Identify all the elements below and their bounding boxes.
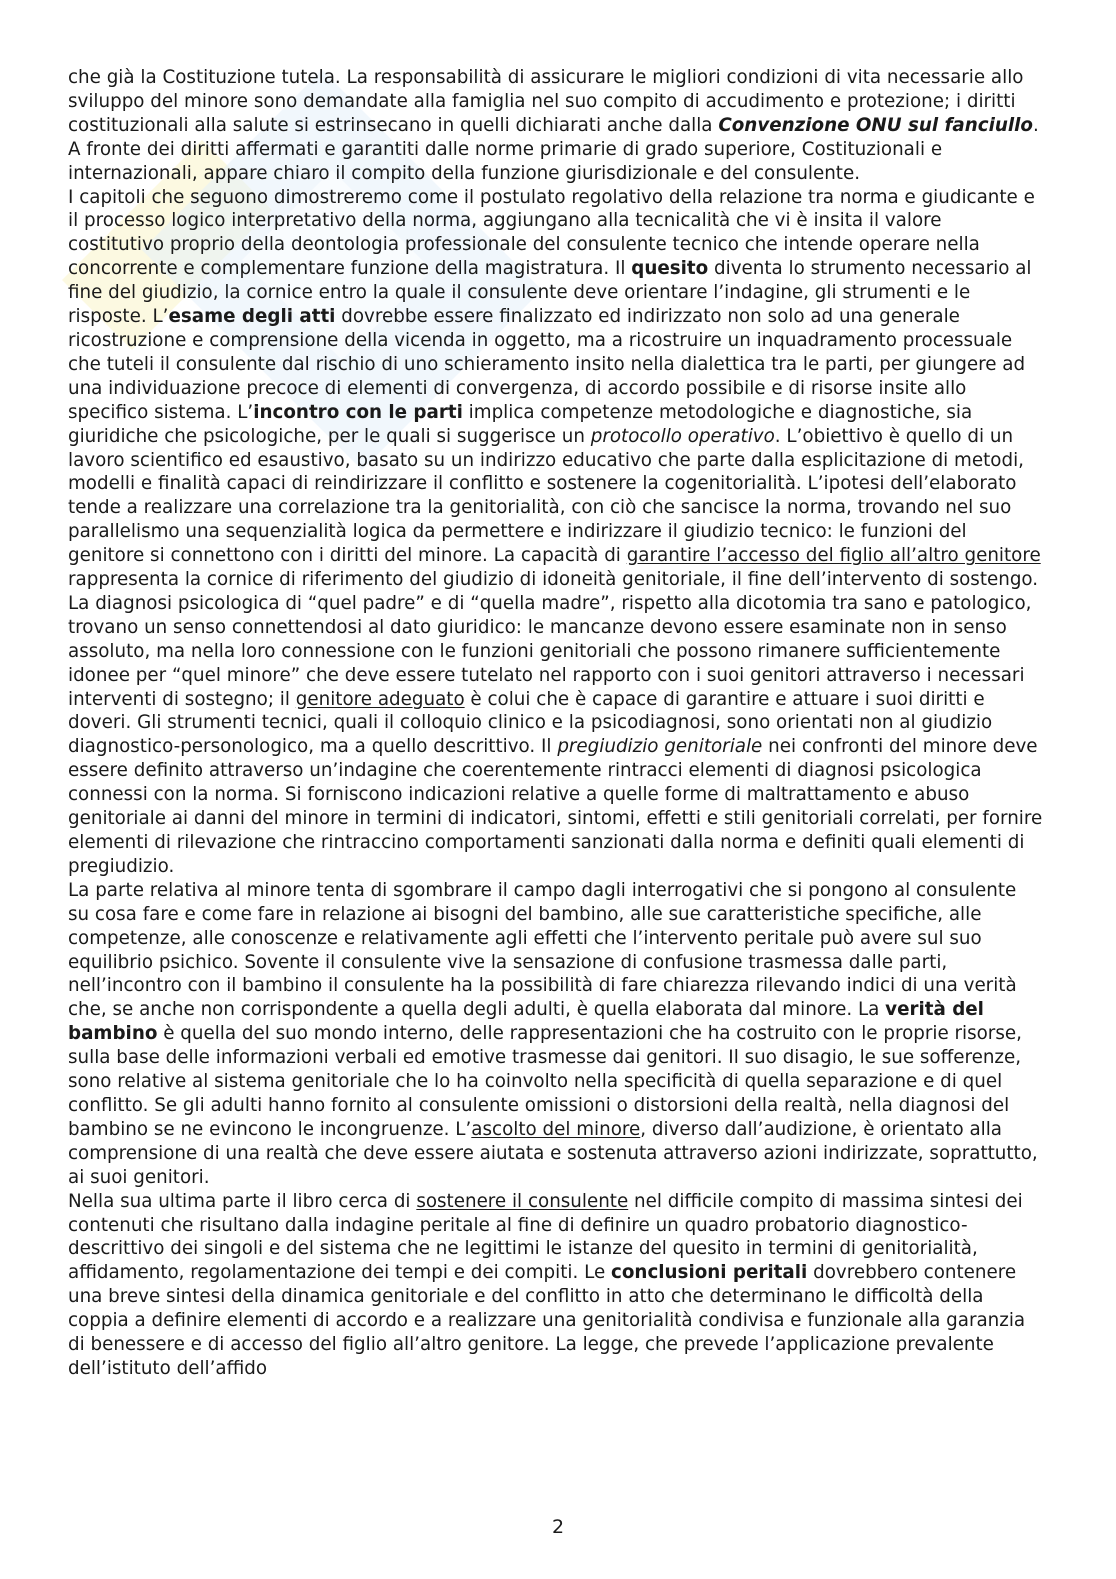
underlined-text: ascolto del minore xyxy=(471,1118,641,1140)
bold-text: conclusioni peritali xyxy=(611,1262,808,1284)
bold-text: quesito xyxy=(631,258,709,280)
bold-text: incontro con le parti xyxy=(253,401,463,423)
bold-text: verità del bambino xyxy=(68,999,984,1045)
paragraph: I capitoli che seguono dimostreremo come il postulato regolativo della relazione tra norma e giudicante e il processo logico interpretativo della norma, aggiungano alla tecnicalità che vi è insita il valore costitutivo proprio della deontologia professionale del consulente tecnico che intende operare nella concorrente e complementare funzione della magistratura. Il quesito diventa lo strumento necessario al fine del giudizio, la cornice entro la quale il consulente deve orientare l’indagine, gli strumenti e le risposte. L’esame degli atti dovrebbe essere finalizzato ed indirizzato non solo ad una generale ricostruzione e comprensione della vicenda in oggetto, ma a ricostruire un inquadramento processuale che tuteli il consulente dal rischio di uno schieramento insito nella dialettica tra le parti, per giungere ad una individuazione precoce di elementi di convergenza, di accordo possibile e di risorse insite allo specifico sistema. L’incontro con le parti implica competenze metodologiche e diagnostiche, sia giuridiche che psicologiche, per le quali si suggerisce un protocollo operativo. L’obiettivo è quello di un lavoro scientifico ed esaustivo, basato su un indirizzo educativo che parte dalla esplicitazione di metodi, modelli e finalità capaci di reindirizzare il conflitto e sostenere la cogenitorialità. L’ipotesi dell’elaborato tende a realizzare una correlazione tra la genitorialità, con ciò che sancisce la norma, trovando nel suo parallelismo una sequenzialità logica da permettere e indirizzare il giudizio tecnico: le funzioni del genitore si connettono con i diritti del minore. La capacità di garantire l’accesso del figlio all’altro genitore rappresenta la cornice di riferimento del giudizio di idoneità genitoriale, il fine dell’intervento di sostengo. La diagnosi psicologica di “quel padre” e di “quella madre”, rispetto alla dicotomia tra sano e patologico, trovano un senso connettendosi al dato giuridico: le mancanze devono essere esaminate non in senso assoluto, ma nella loro connessione con le funzioni genitoriali che possono rimanere sufficientemente idonee per “quel minore” che deve essere tutelato nel rapporto con i suoi genitori attraverso i necessari interventi di sostegno; il genitore adeguato è colui che è capace di garantire e attuare i suoi diritti e doveri. Gli strumenti tecnici, quali il colloquio clinico e la psicodiagnosi, sono orientati non al giudizio diagnostico-personologico, ma a quello descrittivo. Il pregiudizio genitoriale nei confronti del minore deve essere definito attraverso un’indagine che coerentemente rintracci elementi di diagnosi psicologica connessi con la norma. Si forniscono indicazioni relative a quelle forme di maltrattamento e abuso genitoriale ai danni del minore in termini di indicatori, sintomi, effetti e stili genitoriali correlati, per fornire elementi di rilevazione che rintraccino comportamenti sanzionati dalla norma e definiti quali elementi di pregiudizio. xyxy=(68,186,1043,877)
paragraph: La parte relativa al minore tenta di sgombrare il campo dagli interrogativi che si pongono al consulente su cosa fare e come fare in relazione ai bisogni del bambino, alle sue caratteristiche specifiche, alle competenze, alle conoscenze e relativamente agli effetti che l’intervento peritale può avere sul suo equilibrio psichico. Sovente il consulente vive la sensazione di confusione trasmessa dalle parti, nell’incontro con il bambino il consulente ha la possibilità di fare chiarezza rilevando indici di una verità che, se anche non corrispondente a quella degli adulti, è quella elaborata dal minore. La verità del bambino è quella del suo mondo interno, delle rappresentazioni che ha costruito con le proprie risorse, sulla base delle informazioni verbali ed emotive trasmesse dai genitori. Il suo disagio, le sue sofferenze, sono relative al sistema genitoriale che lo ha coinvolto nella specificità di quella separazione e di quel conflitto. Se gli adulti hanno fornito al consulente omissioni o distorsioni della realtà, nella diagnosi del bambino se ne evincono le incongruenze. L’ascolto del minore, diverso dall’audizione, è orientato alla comprensione di una realtà che deve essere aiutata e sostenuta attraverso azioni indirizzate, soprattutto, ai suoi genitori. xyxy=(68,879,1038,1188)
bold-italic-text: Convenzione ONU sul fanciullo xyxy=(718,114,1033,136)
underlined-text: genitore adeguato xyxy=(295,688,465,710)
paragraph: che già la Costituzione tutela. La responsabilità di assicurare le migliori condizioni di vita necessarie allo sviluppo del minore sono demandate alla famiglia nel suo compito di accudimento e protezione; i diritti costituzionali alla salute si estrinsecano in quelli dichiarati anche dalla Convenzione ONU sul fanciullo. A fronte dei diritti affermati e garantiti dalle norme primarie di grado superiore, Costituzionali e internazionali, appare chiaro il compito della funzione giurisdizionale e del consulente. xyxy=(68,67,1039,184)
italic-text: protocollo operativo xyxy=(590,425,775,447)
underlined-text: garantire l’accesso del figlio all’altro genitore xyxy=(626,545,1041,567)
italic-text: pregiudizio genitoriale xyxy=(557,736,763,758)
underlined-text: sostenere il consulente xyxy=(416,1190,629,1212)
page-number: 2 xyxy=(551,1516,565,1538)
body-text xyxy=(68,66,1043,1381)
bold-text: esame degli atti xyxy=(168,306,336,328)
paragraph: Nella sua ultima parte il libro cerca di sostenere il consulente nel difficile compito di massima sintesi dei contenuti che risultano dalla indagine peritale al fine di definire un quadro probatorio diagnostico-descrittivo dei singoli e del sistema che ne legittimi le istanze del quesito in termini di genitorialità, affidamento, regolamentazione dei tempi e dei compiti. Le conclusioni peritali dovrebbero contenere una breve sintesi della dinamica genitoriale e del conflitto in atto che determinano le difficoltà della coppia a definire elementi di accordo e a realizzare una genitorialità condivisa e funzionale alla garanzia di benessere e di accesso del figlio all’altro genitore. La legge, che prevede l’applicazione prevalente dell’istituto dell’affido xyxy=(68,1190,1026,1379)
